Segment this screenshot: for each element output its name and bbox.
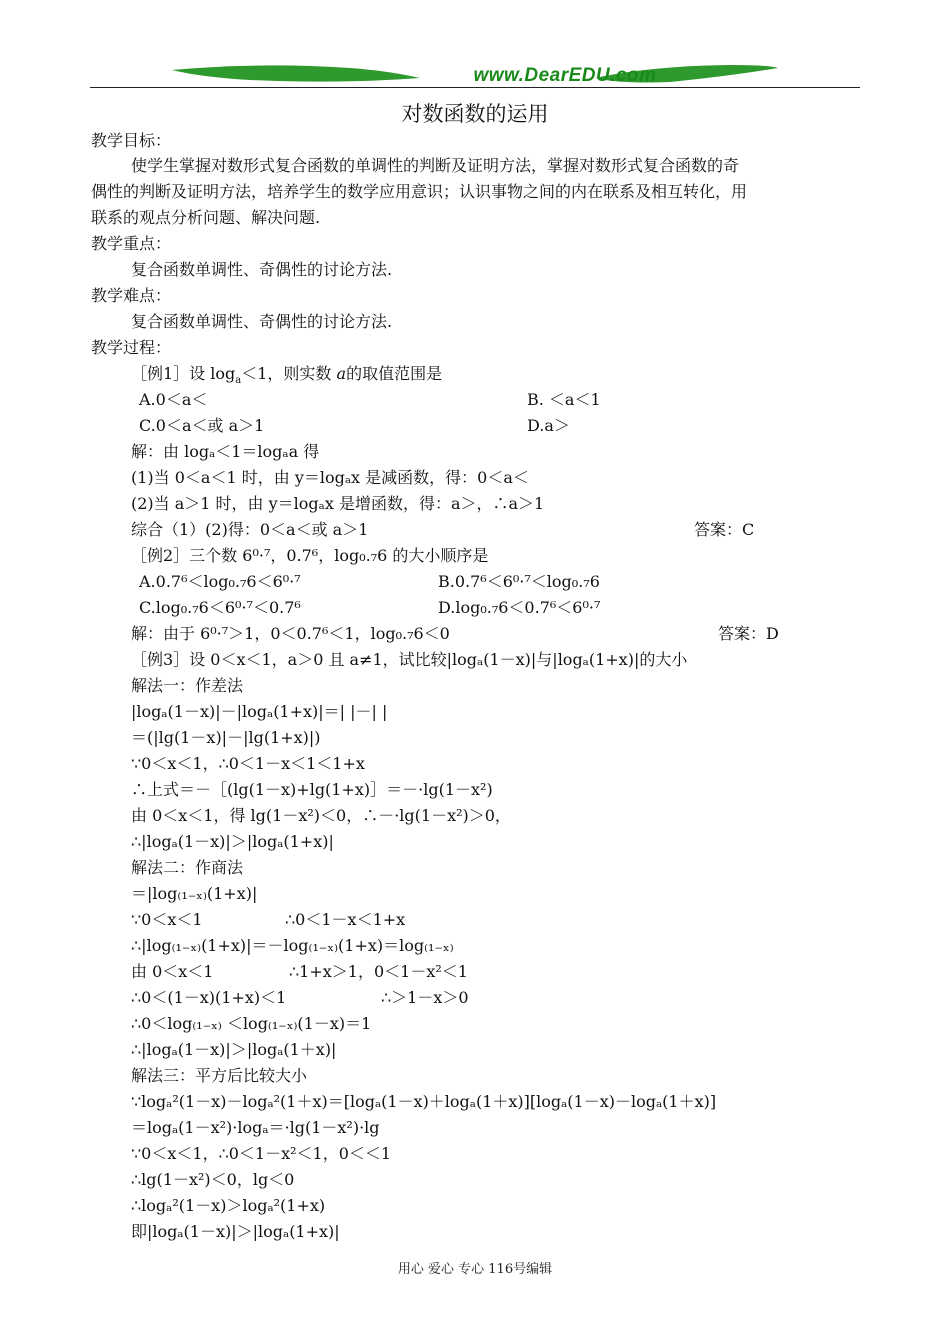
objectives-heading: 教学目标：: [91, 131, 172, 150]
example1-option-c: C.0＜a＜或 a＞1: [139, 416, 265, 435]
example2-option-b: B.0.7⁶＜6⁰·⁷＜log₀.₇6: [438, 572, 600, 591]
example1-solution-line: 解：由 logₐ＜1＝logₐa 得: [131, 442, 320, 461]
method2-line: ∴1+x＞1，0＜1－x²＜1: [289, 962, 468, 981]
method2-line: ∴|logₐ(1－x)|＞|logₐ(1＋x)|: [131, 1040, 337, 1059]
method3-line: ∵0＜x＜1，∴0＜1－x²＜1，0＜＜1: [131, 1144, 392, 1163]
method1-line: ∴上式＝－［(lg(1－x)+lg(1+x)］＝－·lg(1－x²): [131, 780, 493, 799]
method1-line: ∴|logₐ(1－x)|＞|logₐ(1+x)|: [131, 832, 334, 851]
method1-heading: 解法一：作差法: [131, 676, 244, 695]
method2-line: ∴＞1－x＞0: [381, 988, 469, 1007]
site-logo[interactable]: www.DearEDU.com: [473, 65, 657, 86]
objectives-line: 偶性的判断及证明方法，培养学生的数学应用意识；认识事物之间的内在联系及相互转化，用: [91, 182, 748, 201]
method2-line: ∴|log₍₁₋ₓ₎(1+x)|＝－log₍₁₋ₓ₎(1+x)＝log₍₁₋ₓ₎: [131, 936, 454, 955]
method3-line: ∴logₐ²(1－x)＞logₐ²(1+x): [131, 1196, 326, 1215]
example3-stem: ［例3］设 0＜x＜1，a＞0 且 a≠1，试比较|logₐ(1－x)|与|logₐ(1+x)|的大小: [131, 650, 688, 669]
method2-line: ∴0＜1－x＜1+x: [285, 910, 406, 929]
page-footer: 用心 爱心 专心 116号编辑: [397, 1262, 553, 1277]
example1-option-d: D.a＞: [527, 416, 570, 435]
example1-option-a: A.0＜a＜: [139, 390, 208, 409]
method3-line: ∵logₐ²(1－x)－logₐ²(1＋x)＝[logₐ(1－x)＋logₐ(1＋x)][logₐ(1－x)－logₐ(1＋x)]: [131, 1092, 717, 1111]
method2-line: ∴0＜(1－x)(1+x)＜1: [131, 988, 287, 1007]
example2-solution: 解：由于 6⁰·⁷＞1，0＜0.7⁶＜1，log₀.₇6＜0: [131, 624, 450, 643]
method1-line: ∵0＜x＜1，∴0＜1－x＜1＜1+x: [131, 754, 365, 773]
example2-option-a: A.0.7⁶＜log₀.₇6＜6⁰·⁷: [139, 572, 301, 591]
example2-option-d: D.log₀.₇6＜0.7⁶＜6⁰·⁷: [438, 598, 601, 617]
objectives-line: 使学生掌握对数形式复合函数的单调性的判断及证明方法，掌握对数形式复合函数的奇: [131, 156, 740, 175]
method1-line: ＝(|lg(1－x)|－|lg(1+x)|): [131, 728, 321, 747]
example2-option-c: C.log₀.₇6＜6⁰·⁷＜0.7⁶: [139, 598, 301, 617]
header-rule: [90, 87, 860, 88]
key-points-text: 复合函数单调性、奇偶性的讨论方法.: [131, 260, 393, 279]
example1-stem: ［例1］设 $\log_a<1$，则实数 a的取值范围是: [131, 364, 443, 387]
page-title: 对数函数的运用: [401, 102, 549, 126]
key-points-heading: 教学重点：: [91, 234, 172, 253]
method3-heading: 解法三：平方后比较大小: [131, 1066, 308, 1085]
method3-line: ∴lg(1－x²)＜0，lg＜0: [131, 1170, 295, 1189]
example2-stem: ［例2］三个数 6⁰·⁷，0.7⁶，log₀.₇6 的大小顺序是: [131, 546, 489, 565]
example1-answer: 答案：C: [694, 520, 755, 539]
example1-option-b: B. ＜a＜1: [527, 390, 601, 409]
method2-line: ＝|log₍₁₋ₓ₎(1+x)|: [131, 884, 258, 903]
method3-line: ＝logₐ(1－x²)·logₐ＝·lg(1－x²)·lg: [131, 1118, 380, 1137]
method2-line: ∵0＜x＜1: [131, 910, 203, 929]
example2-answer: 答案：D: [718, 624, 779, 643]
example1-solution-line: (2)当 a＞1 时，由 y＝logₐx 是增函数，得：a＞，∴a＞1: [131, 494, 545, 513]
method1-line: |logₐ(1－x)|－|logₐ(1+x)|＝| |－| |: [131, 702, 388, 721]
page-header: [90, 62, 860, 92]
difficulties-heading: 教学难点：: [91, 286, 172, 305]
example1-solution-line: (1)当 0＜a＜1 时，由 y＝logₐx 是减函数，得：0＜a＜: [131, 468, 529, 487]
method2-line: ∴0＜log₍₁₋ₓ₎ ＜log₍₁₋ₓ₎(1－x)＝1: [131, 1014, 372, 1033]
method2-line: 由 0＜x＜1: [131, 962, 214, 981]
objectives-line: 联系的观点分析问题、解决问题.: [91, 208, 321, 227]
method2-heading: 解法二：作商法: [131, 858, 244, 877]
method3-line: 即|logₐ(1－x)|＞|logₐ(1+x)|: [131, 1222, 340, 1241]
example1-solution-line: 综合（1）(2)得：0＜a＜或 a＞1: [131, 520, 369, 539]
difficulties-text: 复合函数单调性、奇偶性的讨论方法.: [131, 312, 393, 331]
method1-line: 由 0＜x＜1，得 lg(1－x²)＜0，∴－·lg(1－x²)＞0，: [131, 806, 511, 825]
process-heading: 教学过程：: [91, 338, 172, 357]
